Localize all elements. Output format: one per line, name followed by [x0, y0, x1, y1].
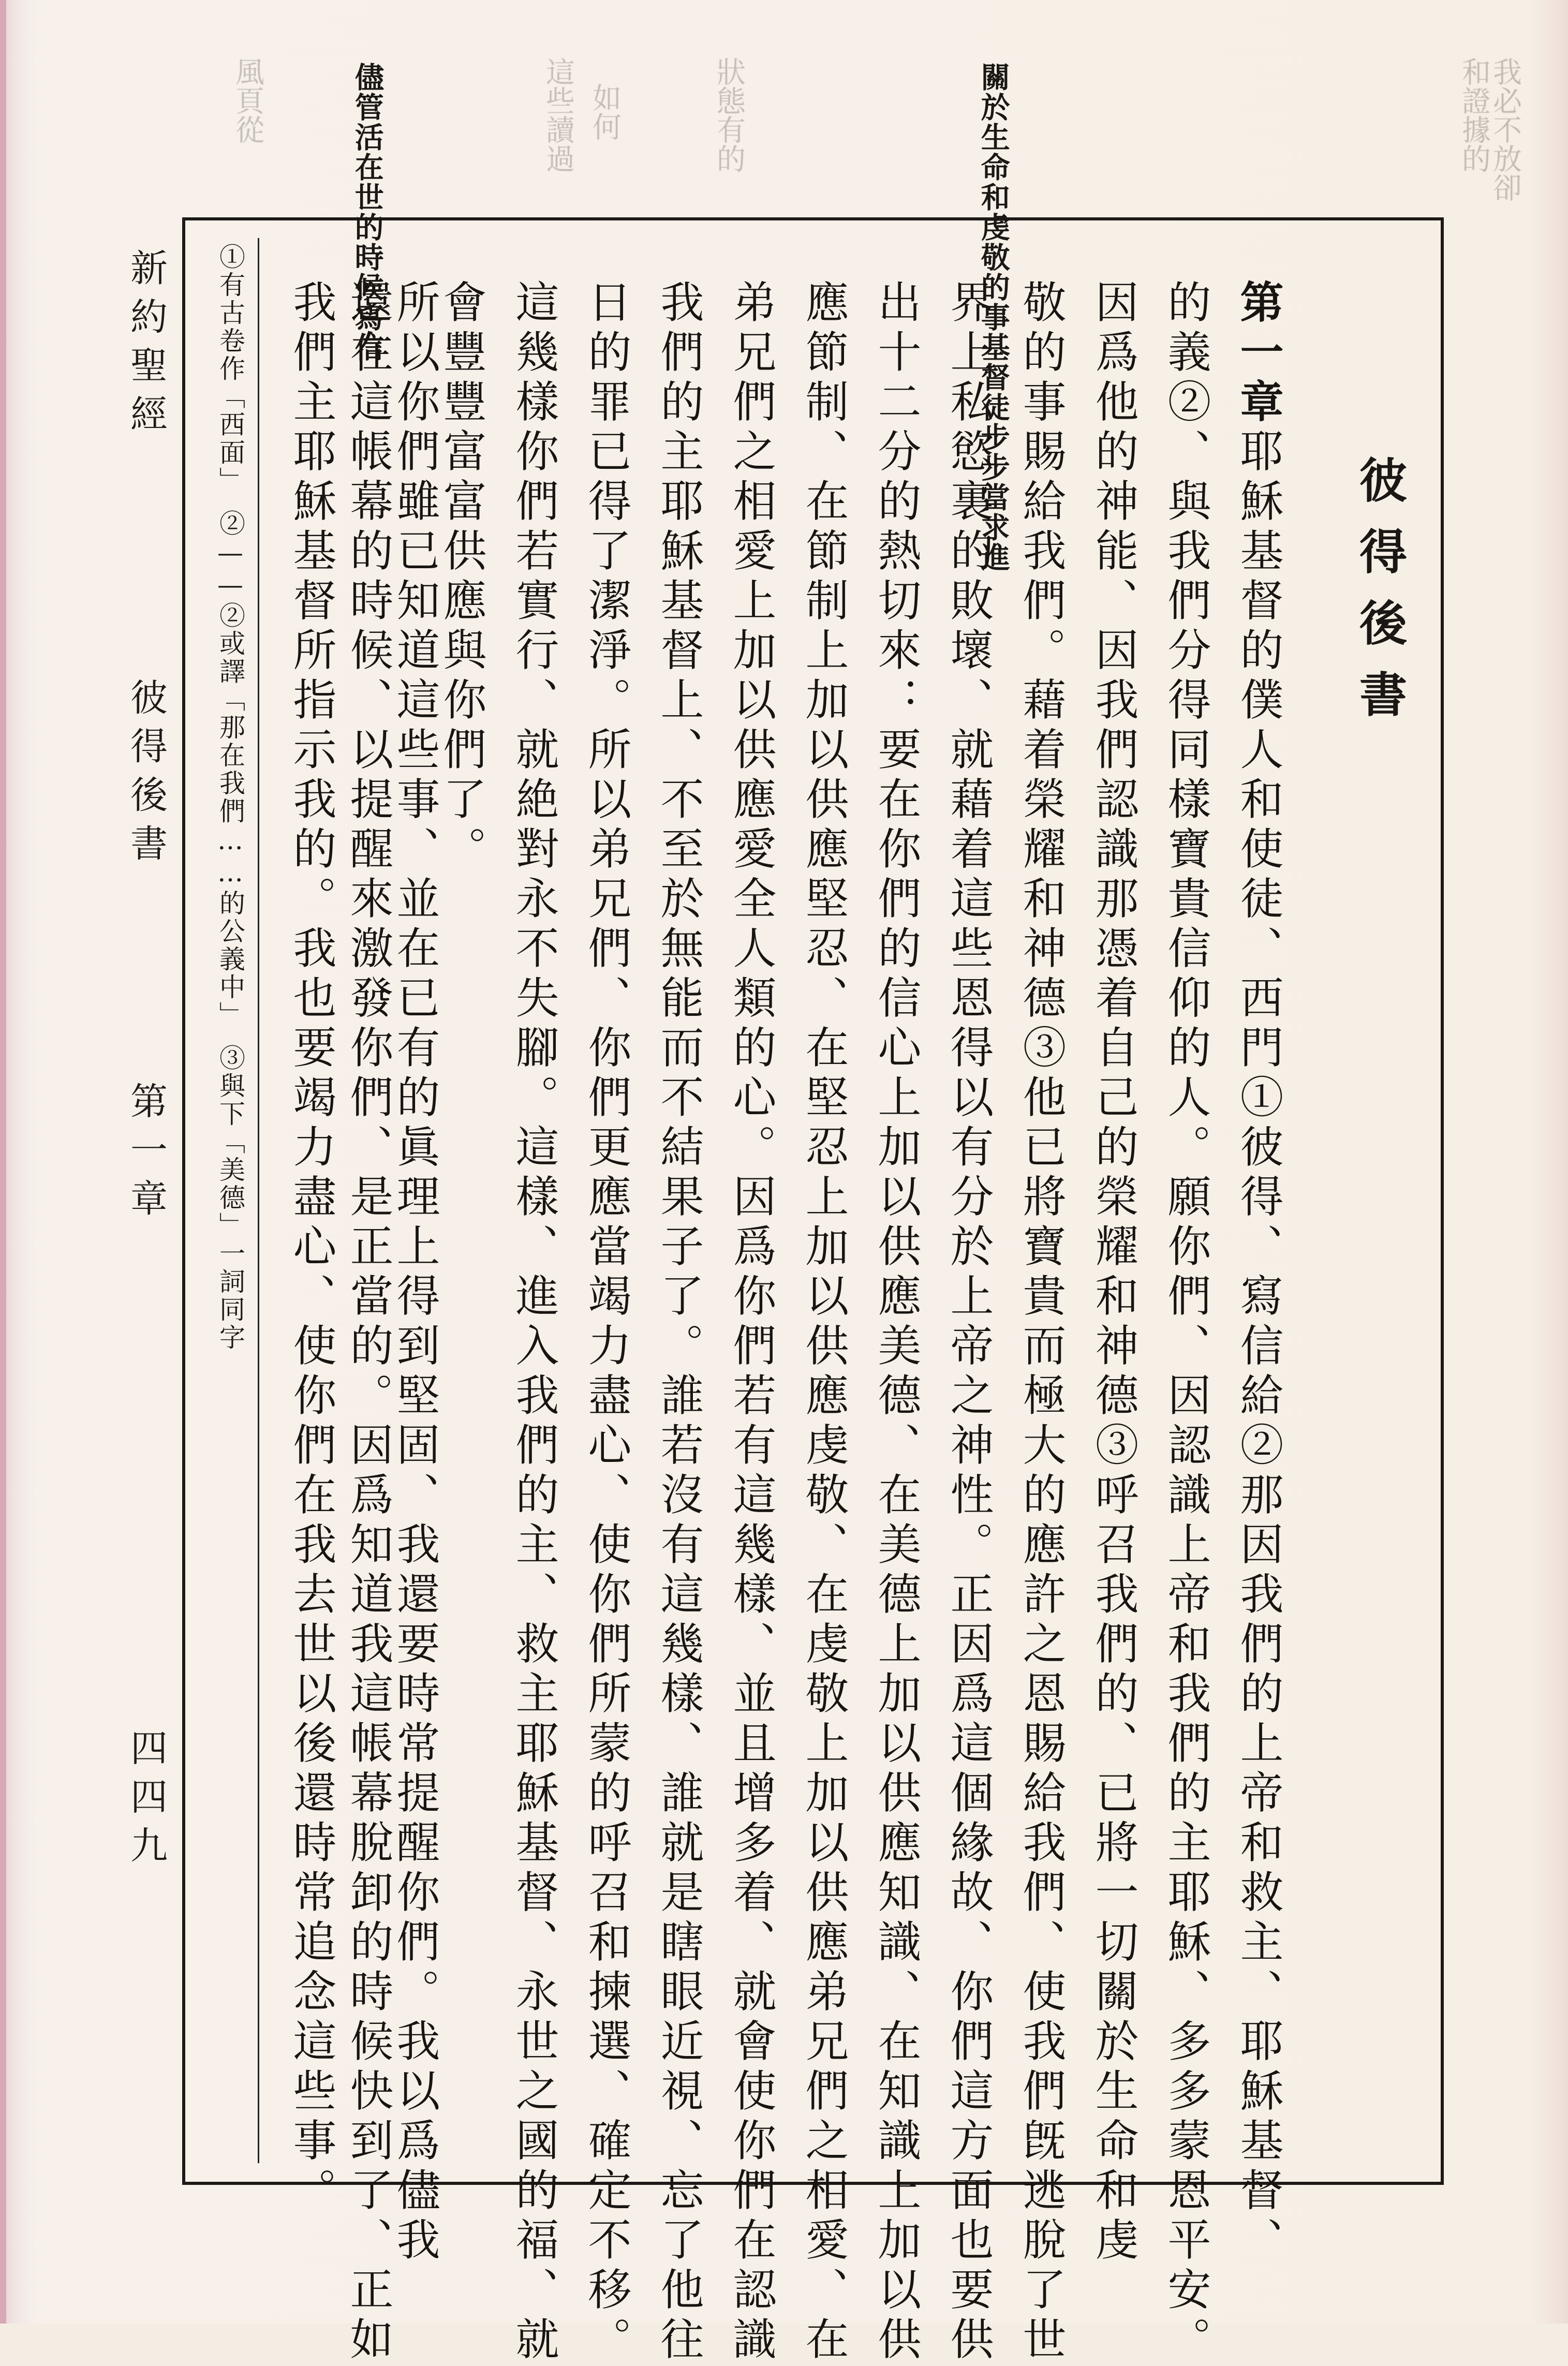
body-line-4: 敬的事賜給我們。藉着榮耀和神德③他已將寶貴而極大的應許之恩賜給我們、使我們旣逃脫了世	[1016, 279, 1067, 2366]
body-line-14: 還在這帳幕的時候、以提醒來激發你們、是正當的。因爲知道我這帳幕脫卸的時候快到了、正如	[343, 279, 394, 2366]
body-line-5: 界上私慾裏的敗壞、就藉着這些恩得以有分於上帝之神性。正因爲這個緣故、你們這方面也要供	[943, 279, 994, 2366]
bleed-through-text: 和證據的	[1457, 57, 1491, 173]
body-line-9: 我們的主耶穌基督上、不至於無能而不結果子了。誰若沒有這幾樣、誰就是瞎眼近視、忘了他往	[654, 279, 704, 2366]
body-line-13: 所以你們雖已知道這些事、並在已有的眞理上得到堅固、我還要時常提醒你們。我以爲儘我	[390, 279, 440, 2267]
body-line-2: 的義②、與我們分得同樣寶貴信仰的人。願你們、因認識上帝和我們的主耶穌、多多蒙恩平安。	[1161, 279, 1211, 2366]
page-number: 四四九	[124, 1728, 168, 1874]
header-note-2: 儘管活在世的時候寫信	[350, 62, 384, 362]
body-line-6: 出十二分的熱切來：要在你們的信心上加以供應美德、在美德上加以供應知識、在知識上加以供	[871, 279, 922, 2366]
bleed-through-text: 這些讀過	[541, 57, 575, 173]
book-title: 彼得後書	[1352, 455, 1408, 741]
running-head-chapter: 第一章	[124, 1082, 168, 1228]
running-head-bible-title: 新約聖經	[124, 248, 168, 443]
body-line-3: 因爲他的神能、因我們認識那憑着自己的榮耀和神德③呼召我們的、已將一切關於生命和虔	[1088, 279, 1139, 2267]
body-line-11: 這幾樣你們若實行、就絶對永不失腳。這樣、進入我們的主、救主耶穌基督、永世之國的福、就	[509, 279, 559, 2366]
chapter-label: 第一章	[1233, 279, 1284, 428]
footnote-divider	[258, 238, 259, 2163]
body-line-12: 會豐豐富富供應與你們了。	[436, 279, 487, 876]
body-line-8: 弟兄們之相愛上加以供應愛全人類的心。因爲你們若有這幾樣、並且增多着、就會使你們在認識	[726, 279, 777, 2366]
header-note-1: 關於生命和虔敬的事基督徒步步當求進	[976, 62, 1011, 572]
footnotes: ①有古卷作「西面」 ②——②或譯「那在我們……的公義中」 ③與下「美德」一詞同字	[215, 243, 245, 1352]
body-line-10: 日的罪已得了潔淨。所以弟兄們、你們更應當竭力盡心、使你們所蒙的呼召和揀選、確定不移。	[581, 279, 632, 2366]
bleed-through-text: 如何	[588, 83, 622, 141]
bleed-through-text: 風頁從	[231, 57, 264, 144]
body-line-7: 應節制、在節制上加以供應堅忍、在堅忍上加以供應虔敬、在虔敬上加以供應弟兄們之相愛、在	[798, 279, 849, 2366]
bleed-through-text: 狀態有的	[712, 57, 746, 173]
bleed-through-text: 我必不放卻	[1488, 57, 1522, 202]
body-line-1: 第一章耶穌基督的僕人和使徒、西門①彼得、寫信給②那因我們的上帝和救主、耶穌基督、	[1233, 279, 1284, 2267]
page-spine	[0, 0, 6, 2324]
body-line-15: 我們主耶穌基督所指示我的。我也要竭力盡心、使你們在我去世以後還時常追念這些事。	[286, 279, 337, 2217]
running-head-book: 彼得後書	[124, 678, 168, 873]
